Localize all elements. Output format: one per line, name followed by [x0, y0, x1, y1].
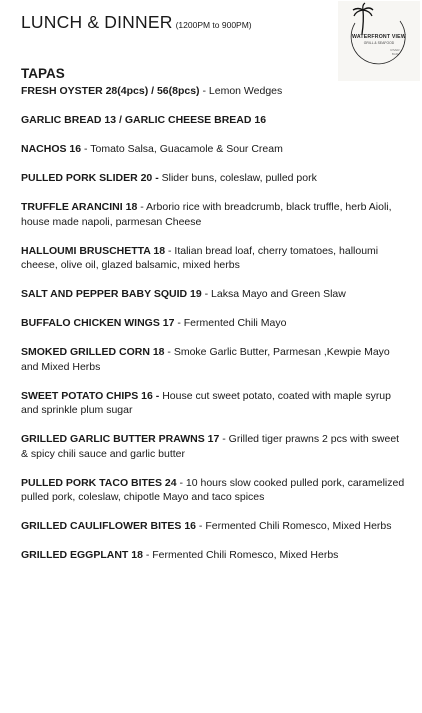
item-name: HALLOUMI BRUSCHETTA 18: [21, 244, 166, 257]
menu-item: [21, 389, 406, 418]
item-description: - Lemon Wedges: [199, 85, 283, 97]
item-description: - Fermented Chili Mayo: [174, 317, 287, 329]
menu-item: [21, 113, 406, 128]
item-name: NACHOS 16: [21, 143, 82, 155]
item-description: - Arborio rice with breadcrumb, black truffle, herb Aioli, house made napoli, parmesan Cheese: [21, 201, 392, 228]
service-hours: (1200PM to 900PM): [175, 20, 252, 30]
item-description: - 10 hours slow cooked pulled pork, caramelized pulled pork, coleslaw, chipotle Mayo and taco spices: [21, 476, 405, 503]
item-name: PULLED PORK SLIDER 20 -: [21, 172, 159, 184]
menu-item: [21, 142, 406, 157]
menu-item: [21, 84, 406, 99]
logo-tag: RIVER BAR: [390, 48, 400, 56]
logo-subtitle: GRILL & SEAFOOD: [363, 41, 395, 45]
item-name: SMOKED GRILLED CORN 18: [21, 346, 165, 358]
item-description: - Fermented Chili Romesco, Mixed Herbs: [142, 549, 339, 561]
menu-item: [21, 476, 406, 505]
item-description: - Grilled tiger prawns 2 pcs with sweet & spicy chili sauce and garlic butter: [21, 433, 400, 460]
menu-item: [21, 244, 406, 273]
item-name: GRILLED EGGPLANT 18: [21, 549, 143, 561]
item-description: - Italian bread loaf, cherry tomatoes, halloumi cheese, olive oil, glazed balsamic, mixed herbs: [21, 244, 379, 271]
item-description: - Fermented Chili Romesco, Mixed Herbs: [196, 520, 392, 532]
item-name: TRUFFLE ARANCINI 18: [21, 201, 138, 213]
item-name: GRILLED GARLIC BUTTER PRAWNS 17: [21, 433, 220, 445]
menu-item: [21, 316, 406, 331]
item-name: SALT AND PEPPER BABY SQUID 19: [21, 288, 202, 300]
item-name: FRESH OYSTER 28(4pcs) / 56(8pcs): [21, 85, 200, 97]
logo-name: WATERFRONT VIEW: [352, 34, 406, 40]
menu-item: [21, 200, 406, 229]
item-description: - Smoke Garlic Butter, Parmesan ,Kewpie Mayo and Mixed Herbs: [21, 346, 390, 373]
item-description: - Laksa Mayo and Green Slaw: [201, 288, 346, 300]
menu-item: [21, 287, 406, 302]
menu-item: [21, 548, 406, 563]
page-title: LUNCH & DINNER: [21, 12, 173, 32]
section-title-tapas: TAPAS: [21, 66, 65, 81]
restaurant-logo: [338, 1, 420, 81]
menu-header: [21, 12, 252, 33]
menu-item: [21, 171, 406, 186]
item-name: PULLED PORK TACO BITES 24: [21, 476, 177, 489]
menu-item: [21, 519, 406, 534]
menu-item: [21, 345, 406, 374]
menu-item: [21, 432, 406, 461]
item-name: GRILLED CAULIFLOWER BITES 16: [21, 520, 197, 532]
item-description: Slider buns, coleslaw, pulled pork: [158, 172, 317, 184]
tapas-menu-list: [21, 84, 406, 577]
item-description: House cut sweet potato, coated with maple syrup and sprinkle plum sugar: [21, 389, 391, 416]
item-name: GARLIC BREAD 13 / GARLIC CHEESE BREAD 16: [21, 114, 267, 126]
item-description: - Tomato Salsa, Guacamole & Sour Cream: [81, 143, 283, 155]
item-name: BUFFALO CHICKEN WINGS 17: [21, 317, 175, 329]
item-name: SWEET POTATO CHIPS 16 -: [21, 389, 160, 402]
